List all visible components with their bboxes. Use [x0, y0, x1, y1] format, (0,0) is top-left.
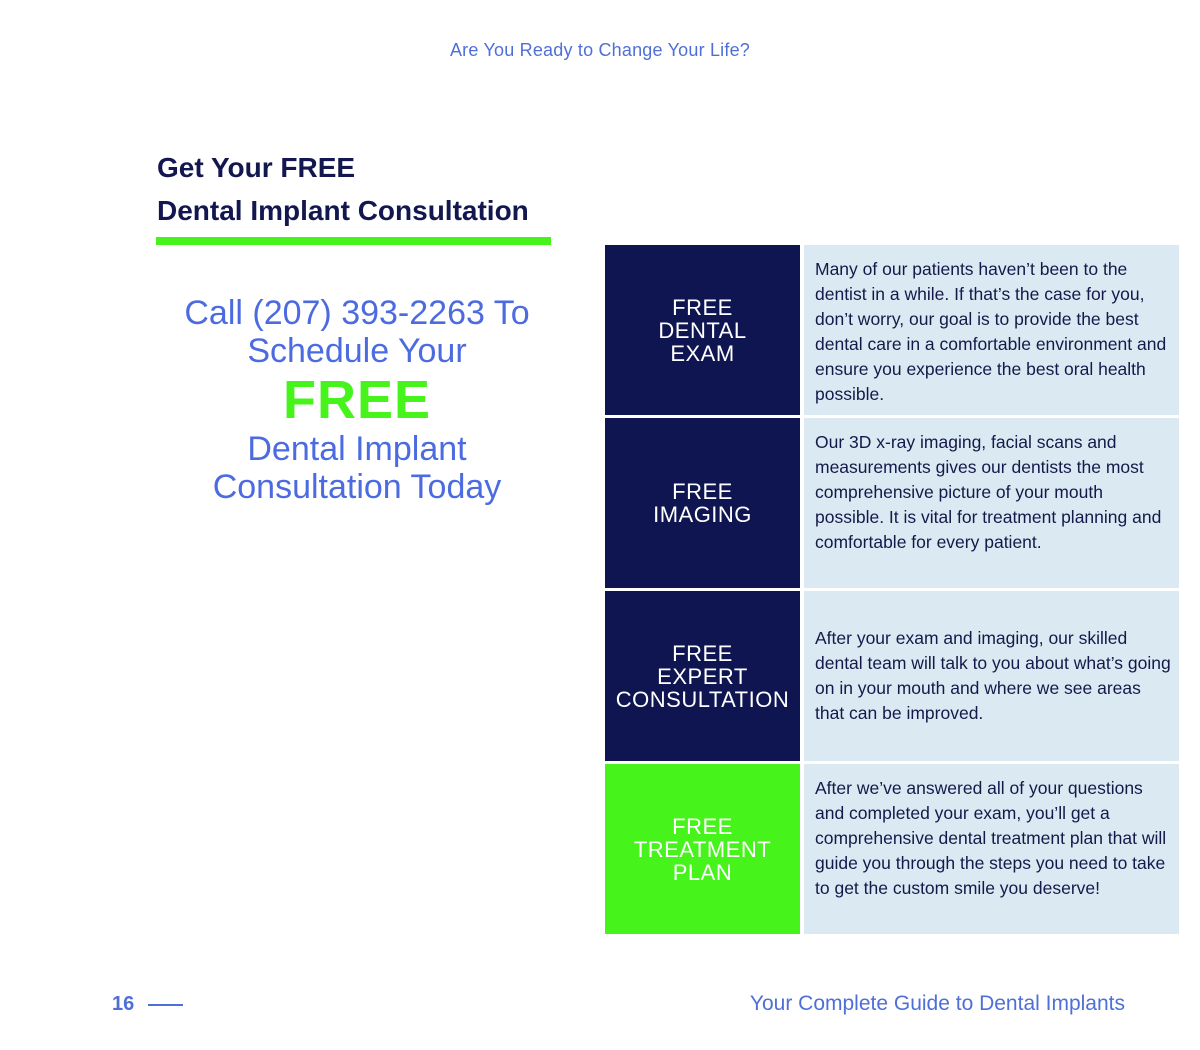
benefit-row-dental-exam	[605, 245, 1179, 415]
benefit-label-line: EXPERT	[657, 663, 748, 689]
cta-free-highlight: FREE	[282, 370, 432, 430]
benefit-description	[804, 245, 1179, 415]
cta-phone-line: Call (207) 393-2263 To	[184, 294, 530, 332]
benefit-label-line: FREE	[672, 479, 733, 504]
benefit-label	[605, 418, 800, 588]
benefit-label-line: FREE	[672, 813, 733, 839]
benefit-label	[605, 591, 800, 761]
page-title-line-2: Dental Implant Consultation	[157, 195, 529, 226]
benefit-label-line: EXAM	[670, 340, 735, 366]
cta-implant-line: Dental Implant	[247, 430, 467, 468]
cta-schedule-line: Schedule Your	[247, 332, 467, 370]
benefit-description-text: After we’ve answered all of your questions and completed your exam, you’ll get a comprehensive dental treatment plan that will guide you through the steps you need to take to get the custom smile you deserve!	[815, 778, 1167, 898]
call-to-action	[156, 294, 558, 506]
benefit-label-line: PLAN	[672, 859, 733, 885]
benefit-label-line: TREATMENT	[633, 836, 772, 862]
benefit-row-expert-consultation	[605, 591, 1179, 761]
benefit-label-line: FREE	[672, 640, 733, 666]
benefit-row-treatment-plan	[605, 764, 1179, 934]
benefit-label-line: IMAGING	[653, 502, 752, 527]
benefit-label	[605, 245, 800, 415]
page-number: 16	[112, 993, 135, 1015]
running-header: Are You Ready to Change Your Life?	[449, 40, 751, 60]
benefit-row-imaging	[605, 418, 1179, 588]
benefit-label	[605, 764, 800, 934]
running-footer: Your Complete Guide to Dental Implants	[749, 992, 1125, 1015]
benefit-description-text: Our 3D x-ray imaging, facial scans and measurements gives our dentists the most comprehensive picture of your mouth possible. It is vital for treatment planning and comfortable for every patient.	[815, 432, 1162, 552]
benefit-label-line: CONSULTATION	[615, 686, 790, 712]
benefit-description-text: After your exam and imaging, our skilled dental team will talk to you about what’s going on in your mouth and where we see areas that can be improved.	[815, 628, 1171, 723]
benefit-label-line: FREE	[672, 294, 733, 320]
benefit-description-text: Many of our patients haven’t been to the dentist in a while. If that’s the case for you, don’t worry, our goal is to provide the best dental care in a comfortable environment and ensure you experience the best oral health possible.	[815, 259, 1167, 404]
page-number-rule	[148, 1004, 183, 1006]
benefit-label-line: DENTAL	[658, 317, 747, 343]
benefit-description	[804, 418, 1179, 588]
benefit-description	[804, 764, 1179, 934]
benefits-table	[605, 245, 1179, 937]
page-title	[157, 146, 529, 232]
benefit-description	[804, 591, 1179, 761]
cta-today-line: Consultation Today	[212, 468, 502, 506]
title-underline	[156, 237, 551, 245]
page-title-line-1: Get Your FREE	[157, 152, 356, 183]
